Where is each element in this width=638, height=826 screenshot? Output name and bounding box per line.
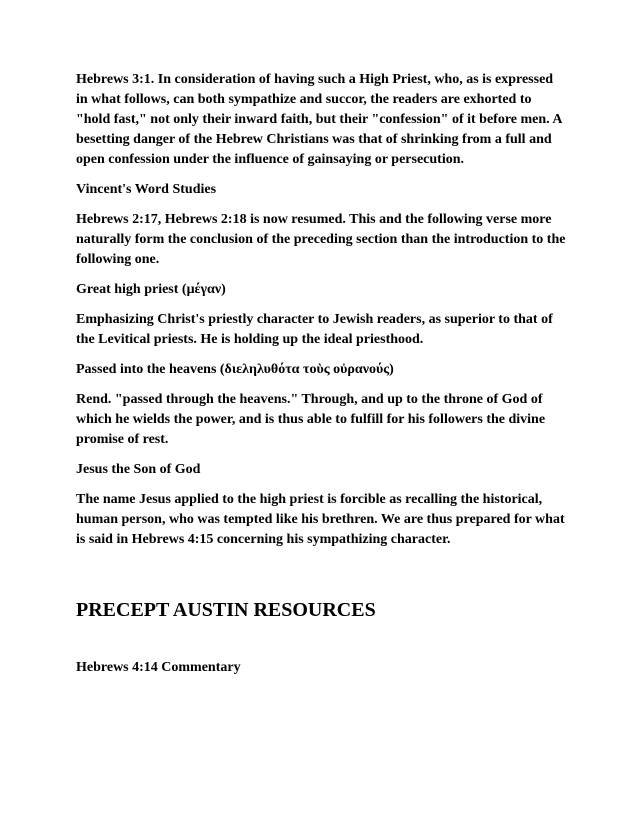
term-great-high-priest: Great high priest (μέγαν) <box>76 282 226 297</box>
section-heading: PRECEPT AUSTIN RESOURCES <box>76 599 376 621</box>
term-passed-into-heavens: Passed into the heavens (διεληλυθότα τοὺς οὐρανούς) <box>76 362 394 377</box>
paragraph-priestly-character: Emphasizing Christ's priestly character to Jewish readers, as superior to that of the Levitical priests. He is holding up the ideal priesthood. <box>76 312 553 347</box>
paragraph-passed-through: Rend. "passed through the heavens." Through, and up to the throne of God of which he wields the power, and is thus able to fulfill for his followers the divine promise of rest. <box>76 392 546 447</box>
paragraph-hebrews-3-1: Hebrews 3:1. In consideration of having such a High Priest, who, as is expressed in what follows, can both sympathize and succor, the readers are exhorted to "hold fast," not only their inward faith, but their "confession" of it before men. A besetting danger of the Hebrew Christians was that of shrinking from a full and open confession under the influence of gainsaying or persecution. <box>76 72 562 167</box>
commentary-link[interactable]: Hebrews 4:14 Commentary <box>76 660 241 675</box>
term-jesus-son-of-god: Jesus the Son of God <box>76 462 201 477</box>
paragraph-hebrews-2-17: Hebrews 2:17, Hebrews 2:18 is now resumed. This and the following verse more naturally form the conclusion of the preceding section than the introduction to the following one. <box>76 212 566 267</box>
paragraph-name-jesus: The name Jesus applied to the high priest is forcible as recalling the historical, human person, who was tempted like his brethren. We are thus prepared for what is said in Hebrews 4:15 concerning his sympathizing character. <box>76 492 565 547</box>
source-vincents-word-studies: Vincent's Word Studies <box>76 182 217 197</box>
document-page <box>76 70 566 688</box>
